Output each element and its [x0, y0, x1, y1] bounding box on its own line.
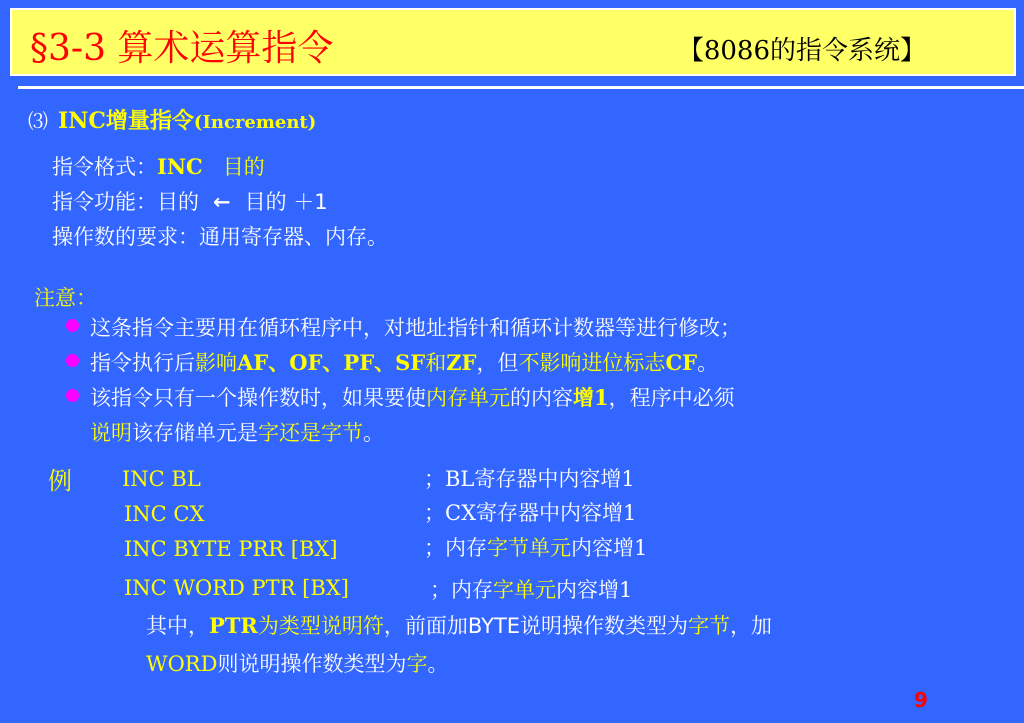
- text-segment: 。: [697, 351, 719, 375]
- section-label: 【8086的指令系统】: [677, 36, 926, 66]
- example-label: 例: [48, 467, 72, 495]
- bullet-icon: [66, 354, 79, 367]
- highlight-segment: 影响: [195, 351, 237, 375]
- requirement-line: 操作数的要求：通用寄存器、内存。: [52, 225, 388, 249]
- example-code: INC BYTE PRR [BX]: [124, 537, 338, 561]
- comment-text: 内容增1: [571, 536, 648, 560]
- example-comment: [424, 497, 636, 527]
- note-bullet-1: 这条指令主要用在循环程序中，对地址指针和循环计数器等进行修改；: [90, 316, 741, 340]
- example-explanation-cont: [146, 648, 448, 678]
- example-code: INC CX: [124, 502, 205, 526]
- highlight-segment: 字还是字节: [258, 421, 363, 445]
- page-number: 9: [914, 688, 928, 712]
- highlight-word: WORD: [146, 652, 218, 676]
- highlight-ptr: PTR: [209, 613, 258, 638]
- example-code: INC BL: [122, 467, 201, 491]
- text-segment: 。: [427, 652, 449, 676]
- function-dst: 目的: [157, 190, 199, 214]
- note-bullet-2: [90, 347, 718, 377]
- note-label: 注意：: [34, 286, 97, 310]
- slide-header: [8, 6, 1018, 78]
- function-label: 指令功能：: [52, 190, 157, 214]
- bullet-icon: [66, 319, 79, 332]
- highlight-segment: 字节: [688, 614, 731, 638]
- text-segment: ，前面加BYTE说明操作数类型为: [383, 614, 689, 638]
- example-code: INC WORD PTR [BX]: [124, 576, 349, 600]
- highlight-flags: AF、OF、PF、SF: [237, 350, 426, 375]
- highlight-segment: 字: [406, 652, 428, 676]
- comment-text: 内容增1: [556, 578, 633, 602]
- text-segment: 其中，: [146, 614, 209, 638]
- highlight-flag: ZF: [446, 350, 477, 375]
- comment-highlight: 字单元: [493, 578, 556, 602]
- text-segment: 该存储单元是: [132, 421, 258, 445]
- slide-title: §3-3 算术运算指令: [30, 28, 334, 69]
- text-segment: 该指令只有一个操作数时，如果要使: [90, 386, 426, 410]
- text-segment: 指令执行后: [90, 351, 195, 375]
- text-segment: 。: [363, 421, 384, 445]
- text-segment: ，加: [730, 614, 773, 638]
- note-bullet-3: [90, 382, 735, 412]
- example-explanation: [146, 610, 772, 640]
- header-divider: [18, 86, 1024, 89]
- format-op: INC: [157, 154, 203, 179]
- highlight-segment: 内存单元: [426, 386, 510, 410]
- function-expr: 目的 ＋1: [244, 190, 328, 214]
- text-segment: ，但: [476, 351, 519, 375]
- highlight-segment: 说明: [90, 421, 132, 445]
- text-segment: 的内容: [510, 386, 573, 410]
- bullet-icon: [66, 389, 79, 402]
- text-segment: 则说明操作数类型为: [217, 652, 407, 676]
- highlight-segment: 为类型说明符: [257, 614, 384, 638]
- heading-number: ⑶: [28, 109, 48, 133]
- comment-highlight: 字节单元: [487, 536, 571, 560]
- format-label: 指令格式：: [52, 155, 157, 179]
- text-segment: ，程序中必须: [608, 386, 735, 410]
- comment-text: ；内存: [424, 536, 487, 560]
- instruction-heading: [28, 104, 316, 135]
- example-comment: [424, 532, 647, 562]
- comment-text: ；BL寄存器中内容增1: [424, 467, 635, 491]
- comment-text: ；内存: [430, 578, 493, 602]
- highlight-segment: 增1: [573, 385, 609, 410]
- heading-sub: (Increment): [193, 112, 317, 133]
- highlight-segment: 和: [425, 351, 447, 375]
- note-bullet-3-cont: [90, 417, 384, 447]
- highlight-flag: CF: [665, 350, 698, 375]
- format-line: [52, 151, 265, 181]
- highlight-segment: 不影响进位标志: [518, 351, 666, 375]
- example-comment: [424, 463, 635, 493]
- function-line: [52, 186, 328, 216]
- heading-name: INC增量指令: [58, 108, 194, 134]
- format-operand: 目的: [222, 155, 265, 179]
- example-comment: [430, 574, 632, 604]
- left-arrow-icon: ←: [213, 190, 231, 214]
- comment-text: ；CX寄存器中内容增1: [424, 501, 637, 525]
